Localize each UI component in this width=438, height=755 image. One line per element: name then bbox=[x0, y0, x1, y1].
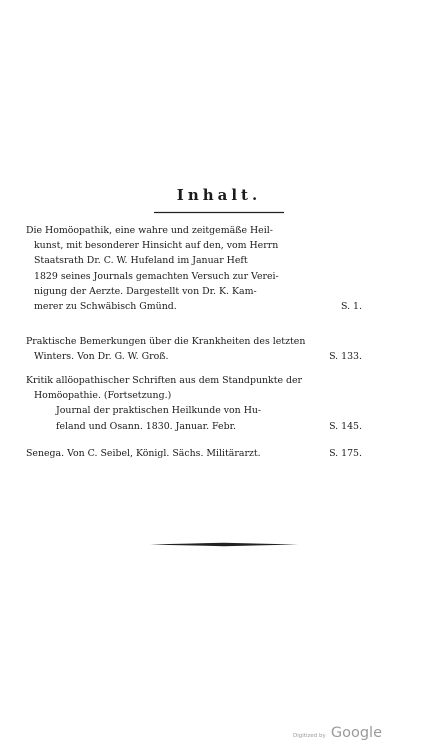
entry-1-line-6 bbox=[26, 299, 362, 314]
entry-4-page-number: S. 175. bbox=[327, 446, 362, 461]
entry-1-line-2: kunst, mit besonderer Hinsicht auf den, vom Herrn bbox=[34, 240, 279, 252]
contents-entry-3 bbox=[26, 373, 362, 434]
contents-entry-4 bbox=[26, 446, 362, 461]
entry-2-page-number: S. 133. bbox=[327, 349, 362, 364]
contents-heading: Inhalt. bbox=[176, 186, 262, 204]
entry-1-line-1: Die Homöopathik, eine wahre und zeitgemäße Heil- bbox=[26, 225, 273, 236]
entry-2-line-1: Praktische Bemerkungen über die Krankheiten des letzten bbox=[26, 336, 306, 347]
heading-rule bbox=[152, 211, 286, 214]
entry-3-line-4 bbox=[26, 419, 362, 434]
entry-4-line-1 bbox=[26, 446, 362, 461]
entry-3-line-4-text: feland und Osann. 1830. Januar. Febr. bbox=[56, 420, 237, 432]
entry-1-line-5: nigung der Aerzte. Dargestellt von Dr. K. Kam- bbox=[34, 285, 257, 297]
entry-2-line-2 bbox=[26, 349, 362, 364]
digitized-by-google-watermark bbox=[293, 722, 382, 741]
entry-3-page-number: S. 145. bbox=[327, 419, 362, 434]
entry-3-line-2: Homöopathie. (Fortsetzung.) bbox=[34, 390, 172, 402]
entry-1-line-6-text: merer zu Schwäbisch Gmünd. bbox=[34, 301, 177, 313]
contents-entry-2 bbox=[26, 334, 362, 364]
entry-1-line-4: 1829 seines Journals gemachten Versuch zur Verei- bbox=[34, 270, 279, 282]
entry-1-line-3: Staatsrath Dr. C. W. Hufeland im Januar Heft bbox=[34, 255, 248, 267]
google-brand-text: Google bbox=[330, 725, 382, 741]
entry-3-line-3: Journal der praktischen Heilkunde von Hu- bbox=[56, 405, 262, 417]
digitized-label: Digitized by bbox=[293, 733, 326, 739]
entry-3-line-1: Kritik allöopathischer Schriften aus dem Standpunkte der bbox=[26, 375, 303, 386]
ornamental-rule bbox=[148, 542, 300, 547]
entry-1-page-number: S. 1. bbox=[339, 299, 362, 314]
entry-4-line-1-text: Senega. Von C. Seibel, Königl. Sächs. Militärarzt. bbox=[26, 448, 261, 459]
entry-2-line-2-text: Winters. Von Dr. G. W. Groß. bbox=[34, 351, 169, 363]
contents-entry-1 bbox=[26, 223, 362, 314]
